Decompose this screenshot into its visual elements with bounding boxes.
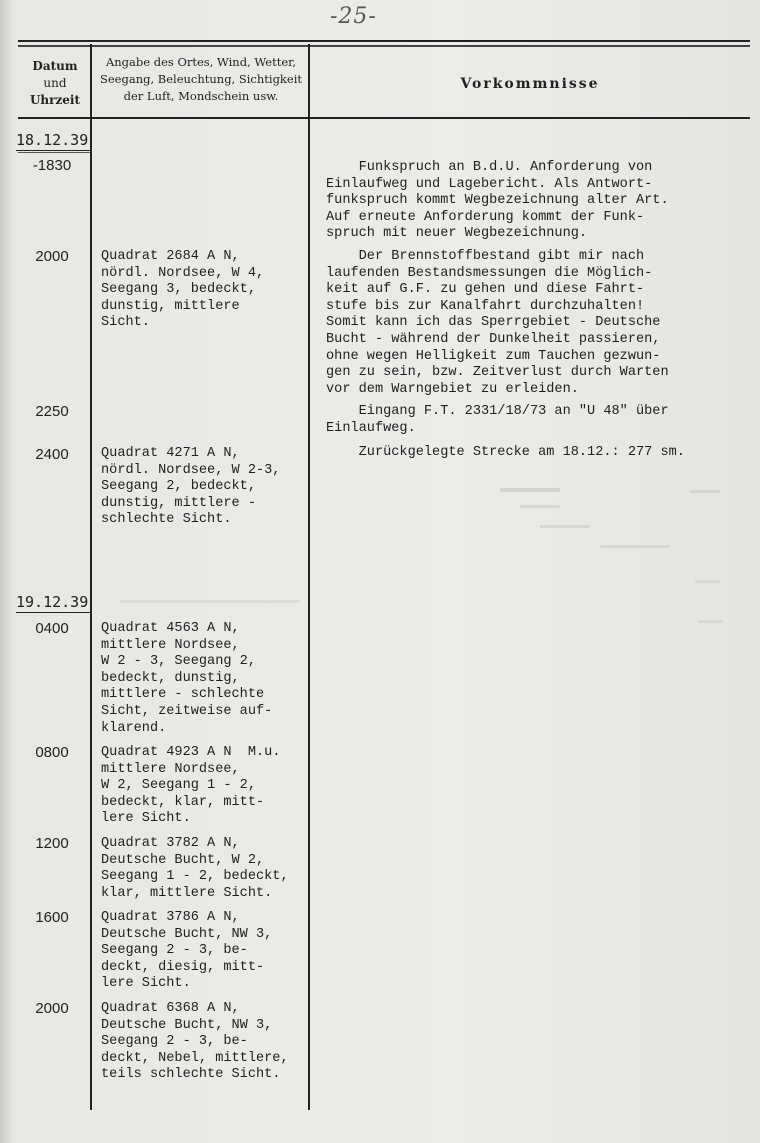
header-top-rule-2 — [18, 45, 750, 47]
entry-weather: Quadrat 6368 A N, Deutsche Bucht, NW 3, Seegang 2 - 3, be- deckt, Nebel, mittlere, teils schlechte Sicht. — [101, 1001, 289, 1083]
column-divider-1 — [90, 44, 92, 1110]
page-number: -25- — [330, 4, 377, 29]
entry-time: 2000 — [35, 248, 69, 265]
entry-time: 0800 — [35, 744, 69, 761]
entry-time: 2400 — [35, 446, 69, 463]
entry-time: 2250 — [35, 403, 69, 420]
entry-time: -1830 — [32, 157, 72, 174]
header-events: Vorkommnisse — [460, 76, 600, 92]
header-top-rule — [18, 40, 750, 42]
entry-weather: Quadrat 3782 A N, Deutsche Bucht, W 2, Seegang 1 - 2, bedeckt, klar, mittlere Sicht. — [101, 836, 289, 901]
date-label-second: 19.12.39 — [16, 593, 89, 611]
header-location-weather — [94, 54, 308, 105]
header-col2-line3: der Luft, Mondschein usw. — [123, 89, 279, 103]
header-col1-line1: Datum — [32, 59, 78, 73]
header-col2-line1: Angabe des Ortes, Wind, Wetter, — [105, 55, 297, 69]
date-label-first: 18.12.39 — [16, 131, 89, 149]
entry-time: 0400 — [35, 620, 69, 637]
header-col1-line3: Uhrzeit — [29, 93, 81, 107]
entry-weather: Quadrat 4563 A N, mittlere Nordsee, W 2 - 3, Seegang 2, bedeckt, dunstig, mittlere - schlechte Sicht, zeitweise auf- klarend. — [101, 621, 273, 736]
entry-time: 1600 — [35, 909, 69, 926]
entry-weather: Quadrat 3786 A N, Deutsche Bucht, NW 3, Seegang 2 - 3, be- deckt, diesig, mitt- lere Sicht. — [101, 910, 273, 992]
entry-time: 2000 — [35, 1000, 69, 1017]
entry-event: Funkspruch an B.d.U. Anforderung von Einlaufweg und Lagebericht. Als Antwort- funkspruch kommt Wegbezeichnung alter Art. Auf erneute Anforderung kommt der Funk- spruch mit neuer Wegbezeichnung. — [326, 160, 669, 242]
entry-time: 1200 — [35, 835, 69, 852]
entry-weather: Quadrat 2684 A N, nördl. Nordsee, W 4, Seegang 3, bedeckt, dunstig, mittlere Sicht. — [101, 249, 265, 331]
entry-weather: Quadrat 4923 A N M.u. mittlere Nordsee, W 2, Seegang 1 - 2, bedeckt, klar, mitt- lere Sicht. — [101, 745, 281, 827]
entry-weather: Quadrat 4271 A N, nördl. Nordsee, W 2-3, Seegang 2, bedeckt, dunstig, mittlere - schlechte Sicht. — [101, 446, 281, 528]
date-underline-tail-1 — [18, 152, 90, 153]
entry-event: Eingang F.T. 2331/18/73 an "U 48" über Einlaufweg. — [326, 404, 669, 436]
header-col1-line2: und — [43, 76, 67, 90]
header-date-time — [20, 58, 90, 109]
entry-event: Zurückgelegte Strecke am 18.12.: 277 sm. — [326, 445, 685, 460]
header-col2-line2: Seegang, Beleuchtung, Sichtigkeit — [99, 72, 303, 86]
entry-event: Der Brennstoffbestand gibt mir nach laufenden Bestandsmessungen die Möglich- keit auf G.F. zu gehen und diese Fahrt- stufe bis zur Kanalfahrt durchzuhalten! Somit kann ich das Sperrgebiet - Deutsche Bucht - während der Dunkelheit passieren, ohne wegen Helligkeit zum Tauchen gezwun- gen zu sein, bzw. Zeitverlust durch Warten vor dem Warngebiet zu erleiden. — [326, 249, 669, 397]
header-bottom-rule — [18, 117, 750, 119]
